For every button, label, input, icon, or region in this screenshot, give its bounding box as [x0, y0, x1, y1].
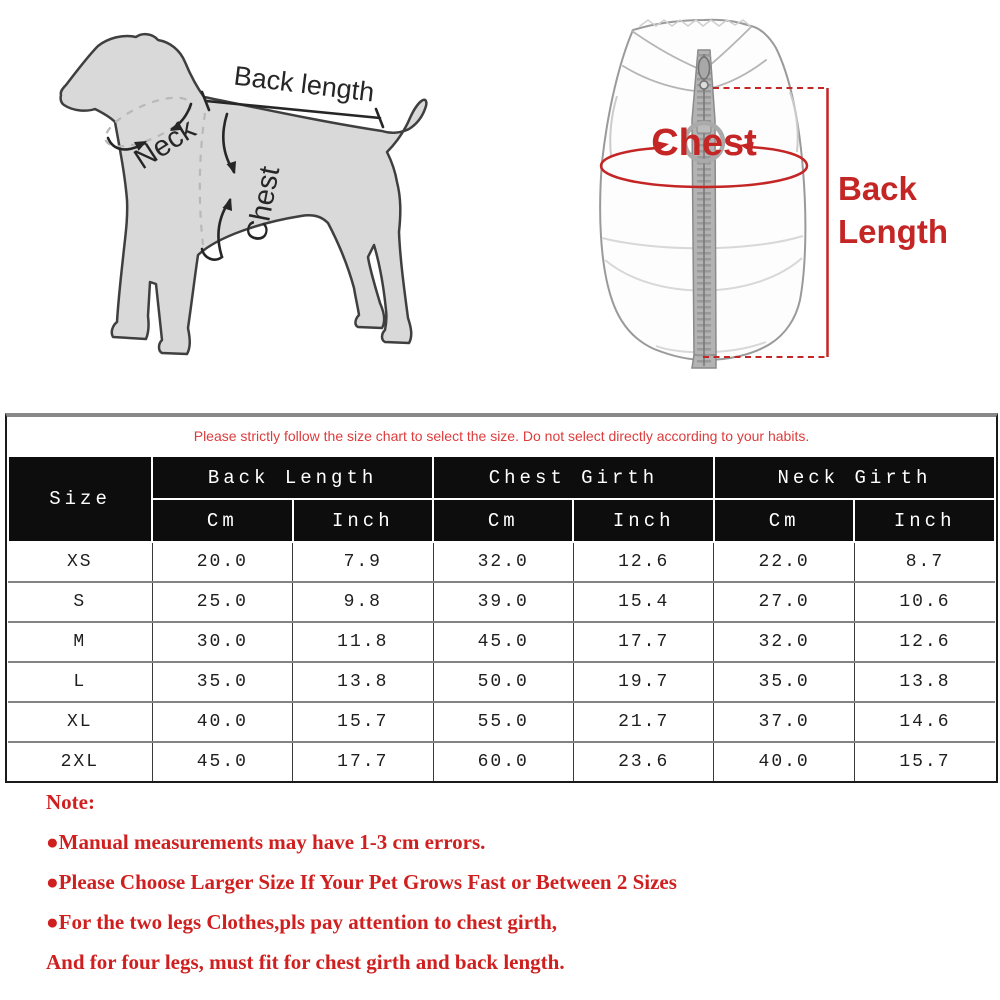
vest-back-length-label-line1: Back: [838, 170, 917, 207]
unit-header-cm: Cm: [152, 499, 292, 542]
table-group-header-row: [8, 456, 995, 499]
value-cell: 19.7: [573, 662, 713, 702]
size-table: [7, 455, 996, 781]
note-item: ●Please Choose Larger Size If Your Pet Grows Fast or Between 2 Sizes: [46, 870, 677, 894]
value-cell: 39.0: [433, 582, 573, 622]
zipper: [692, 50, 716, 368]
value-cell: 13.8: [293, 662, 433, 702]
unit-header-inch: Inch: [573, 499, 713, 542]
column-header-back-length: Back Length: [152, 456, 433, 499]
size-cell: S: [8, 582, 152, 622]
notes-title: Note:: [46, 790, 95, 814]
value-cell: 23.6: [573, 742, 713, 781]
note-item: And for four legs, must fit for chest girth and back length.: [46, 950, 565, 974]
table-row: [8, 622, 995, 662]
column-header-size: Size: [8, 456, 152, 542]
table-row: [8, 702, 995, 742]
dog-neck-label: Neck: [128, 113, 202, 176]
table-unit-header-row: [8, 499, 995, 542]
value-cell: 21.7: [573, 702, 713, 742]
unit-header-cm: Cm: [714, 499, 854, 542]
size-chart-notice: Please strictly follow the size chart to select the size. Do not select directly according to your habits.: [193, 428, 810, 444]
value-cell: 17.7: [293, 742, 433, 781]
dog-back-length-label: Back length: [232, 60, 376, 108]
value-cell: 37.0: [714, 702, 854, 742]
value-cell: 30.0: [152, 622, 292, 662]
value-cell: 35.0: [714, 662, 854, 702]
column-header-neck-girth: Neck Girth: [714, 456, 995, 499]
vest-back-length-label-line2: Length: [838, 213, 948, 250]
value-cell: 13.8: [854, 662, 995, 702]
size-cell: 2XL: [8, 742, 152, 781]
unit-header-cm: Cm: [433, 499, 573, 542]
unit-header-inch: Inch: [293, 499, 433, 542]
table-row: [8, 542, 995, 582]
dog-measurement-diagram: [18, 10, 518, 402]
unit-header-inch: Inch: [854, 499, 995, 542]
value-cell: 22.0: [714, 542, 854, 582]
table-row: [8, 662, 995, 702]
value-cell: 50.0: [433, 662, 573, 702]
value-cell: 40.0: [714, 742, 854, 781]
value-cell: 14.6: [854, 702, 995, 742]
value-cell: 11.8: [293, 622, 433, 662]
notes-section: [46, 782, 677, 982]
value-cell: 32.0: [433, 542, 573, 582]
table-row: [8, 742, 995, 781]
value-cell: 12.6: [573, 542, 713, 582]
value-cell: 35.0: [152, 662, 292, 702]
value-cell: 60.0: [433, 742, 573, 781]
value-cell: 15.4: [573, 582, 713, 622]
size-cell: L: [8, 662, 152, 702]
value-cell: 45.0: [433, 622, 573, 662]
value-cell: 27.0: [714, 582, 854, 622]
zipper-pull-icon: [699, 57, 710, 79]
value-cell: 10.6: [854, 582, 995, 622]
value-cell: 25.0: [152, 582, 292, 622]
value-cell: 45.0: [152, 742, 292, 781]
size-cell: M: [8, 622, 152, 662]
value-cell: 9.8: [293, 582, 433, 622]
note-item: ●Manual measurements may have 1-3 cm errors.: [46, 830, 486, 854]
value-cell: 17.7: [573, 622, 713, 662]
value-cell: 15.7: [293, 702, 433, 742]
value-cell: 32.0: [714, 622, 854, 662]
value-cell: 8.7: [854, 542, 995, 582]
value-cell: 7.9: [293, 542, 433, 582]
note-item: ●For the two legs Clothes,pls pay attention to chest girth,: [46, 910, 558, 934]
vest-measurement-diagram: [570, 0, 1000, 405]
size-table-section: [5, 413, 998, 783]
value-cell: 12.6: [854, 622, 995, 662]
column-header-chest-girth: Chest Girth: [433, 456, 714, 499]
size-cell: XS: [8, 542, 152, 582]
value-cell: 55.0: [433, 702, 573, 742]
value-cell: 20.0: [152, 542, 292, 582]
vest-chest-label: Chest: [651, 122, 757, 164]
value-cell: 15.7: [854, 742, 995, 781]
value-cell: 40.0: [152, 702, 292, 742]
table-row: [8, 582, 995, 622]
dog-chest-label: Chest: [240, 163, 287, 245]
size-cell: XL: [8, 702, 152, 742]
